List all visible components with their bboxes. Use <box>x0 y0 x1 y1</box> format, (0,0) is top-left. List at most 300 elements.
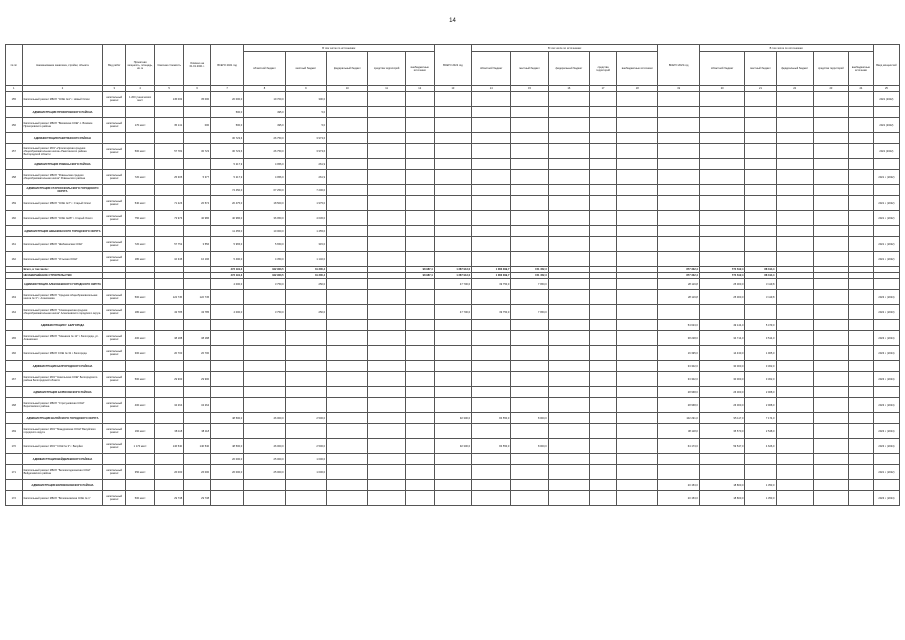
table-cell: 33 302,0 <box>658 372 699 387</box>
table-cell <box>511 237 548 252</box>
table-cell: 102 291,0 <box>658 413 699 424</box>
table-cell <box>548 424 589 439</box>
table-cell: капитальный ремонт <box>103 398 126 413</box>
table-cell <box>405 398 434 413</box>
table-cell <box>368 424 405 439</box>
table-cell <box>405 170 434 185</box>
table-cell: капитальный ремонт <box>103 252 126 267</box>
table-cell <box>184 226 211 237</box>
table-cell <box>472 424 511 439</box>
table-cell <box>211 387 244 398</box>
table-cell <box>368 279 405 290</box>
table-cell <box>617 413 658 424</box>
table-cell <box>813 413 848 424</box>
table-cell <box>511 331 548 346</box>
table-cell <box>211 346 244 361</box>
table-cell <box>511 320 548 331</box>
table-cell <box>126 413 155 424</box>
table-cell: 84 550,0 <box>472 413 511 424</box>
table-cell <box>617 118 658 133</box>
column-number: 20 <box>699 86 745 92</box>
table-cell <box>327 107 368 118</box>
table-cell <box>617 144 658 159</box>
column-number: 19 <box>658 86 699 92</box>
table-cell: 3 973,6 <box>285 144 326 159</box>
table-cell <box>368 211 405 226</box>
table-cell <box>211 424 244 439</box>
table-cell: 10 345 <box>155 252 184 267</box>
table-cell <box>745 159 776 170</box>
table-cell <box>813 252 848 267</box>
table-row <box>6 170 900 185</box>
table-cell <box>849 361 874 372</box>
table-cell: 162 <box>6 252 23 267</box>
table-cell: 1 353,0 <box>745 491 776 506</box>
col-header: Сметная стоимость <box>155 45 184 86</box>
cell-name: АДМИНИСТРАЦИЯ БЕЛГОРОДСКОГО РАЙОНА <box>22 361 103 372</box>
table-cell <box>590 454 617 465</box>
table-cell: 8 000,0 <box>511 439 548 454</box>
table-cell <box>776 133 813 144</box>
table-cell <box>405 320 434 331</box>
table-cell <box>434 290 471 305</box>
table-cell <box>699 196 745 211</box>
table-cell <box>617 196 658 211</box>
table-cell <box>327 118 368 133</box>
table-cell <box>849 331 874 346</box>
table-cell <box>511 226 548 237</box>
table-cell: 5,0 <box>285 118 326 133</box>
table-cell <box>658 92 699 107</box>
admin-group-row <box>6 279 900 290</box>
table-cell: 1 975,0 <box>285 196 326 211</box>
table-cell <box>327 424 368 439</box>
table-cell <box>590 92 617 107</box>
table-cell <box>776 196 813 211</box>
table-cell <box>699 454 745 465</box>
table-cell: 26 000 <box>184 465 211 480</box>
table-cell <box>155 279 184 290</box>
col-header: средства территорий <box>368 52 405 86</box>
table-cell <box>327 480 368 491</box>
table-cell <box>327 465 368 480</box>
table-cell <box>813 398 848 413</box>
table-cell <box>548 398 589 413</box>
table-cell <box>813 480 848 491</box>
table-cell: 261,9 <box>285 170 326 185</box>
table-cell <box>776 290 813 305</box>
table-cell <box>405 305 434 320</box>
table-cell <box>368 237 405 252</box>
table-cell <box>368 92 405 107</box>
table-cell: капитальный ремонт <box>103 424 126 439</box>
table-cell <box>699 133 745 144</box>
cell-name: Всего, в том числе: <box>22 267 103 273</box>
table-cell <box>776 480 813 491</box>
column-number: 22 <box>776 86 813 92</box>
column-number: 6 <box>184 86 211 92</box>
table-cell <box>434 159 471 170</box>
table-cell <box>244 346 285 361</box>
table-cell <box>327 211 368 226</box>
table-cell: 64 173,0 <box>658 439 699 454</box>
table-cell <box>699 170 745 185</box>
table-cell <box>285 331 326 346</box>
table-cell <box>849 279 874 290</box>
table-cell <box>211 320 244 331</box>
table-body <box>6 92 900 506</box>
table-cell <box>745 454 776 465</box>
table-cell <box>327 413 368 424</box>
table-cell <box>155 320 184 331</box>
table-cell <box>617 252 658 267</box>
table-cell <box>103 480 126 491</box>
table-cell <box>658 107 699 118</box>
table-cell: 26 750,0 <box>244 144 285 159</box>
table-cell: 92 300,0 <box>434 439 471 454</box>
table-cell: 7 174,0 <box>745 413 776 424</box>
table-cell: 20 700 <box>155 346 184 361</box>
table-cell: 170 <box>6 439 23 454</box>
table-cell: капитальный ремонт <box>103 211 126 226</box>
table-cell <box>511 398 548 413</box>
table-cell <box>745 305 776 320</box>
table-cell <box>6 133 23 144</box>
table-cell <box>511 211 548 226</box>
table-cell: 2022 г. (2023) <box>873 305 899 320</box>
table-cell: 160 мест <box>126 424 155 439</box>
table-cell <box>699 305 745 320</box>
table-cell <box>849 107 874 118</box>
table-cell <box>511 387 548 398</box>
table-cell: капитальный ремонт <box>103 331 126 346</box>
table-cell <box>776 372 813 387</box>
table-cell <box>873 159 899 170</box>
table-cell <box>813 372 848 387</box>
table-cell: 2023 г. (2024) <box>873 398 899 413</box>
table-cell <box>6 279 23 290</box>
table-cell: 122 745 <box>184 290 211 305</box>
cell-name: АДМИНИСТРАЦИЯ АЛЕКСЕЕВСКОГО ГОРОДСКОГО ОКРУГА <box>22 279 103 290</box>
table-cell <box>590 387 617 398</box>
table-cell <box>472 185 511 196</box>
col-header: федеральный бюджет <box>776 52 813 86</box>
table-cell <box>813 144 848 159</box>
table-cell: 1 965,0 <box>745 346 776 361</box>
table-cell <box>434 118 471 133</box>
table-cell: 4 350,0 <box>244 252 285 267</box>
table-cell <box>617 465 658 480</box>
table-cell: 500 мест <box>126 372 155 387</box>
table-cell <box>617 185 658 196</box>
table-cell: 2023 г. (2024) <box>873 331 899 346</box>
table-cell: 39 750,0 <box>472 279 511 290</box>
table-cell: 34 264 <box>184 398 211 413</box>
table-cell: капитальный ремонт <box>103 170 126 185</box>
table-cell: 14 430,0 <box>699 346 745 361</box>
col-header: ВСЕГО 2022 год <box>434 45 471 86</box>
table-cell: 35 570,0 <box>699 424 745 439</box>
table-cell <box>405 118 434 133</box>
table-cell <box>6 361 23 372</box>
table-cell: 250,0 <box>285 305 326 320</box>
table-cell <box>548 185 589 196</box>
table-cell: 1 083 099,7 <box>472 273 511 279</box>
table-cell <box>434 92 471 107</box>
table-cell: 20 700 <box>184 346 211 361</box>
table-cell <box>658 305 699 320</box>
table-cell <box>813 133 848 144</box>
cell-name: Капитальный ремонт МБОУ "СОШ №1" г. Новый Оскол <box>22 92 103 107</box>
table-cell <box>745 185 776 196</box>
table-cell <box>617 346 658 361</box>
table-cell: 342 903,5 <box>244 273 285 279</box>
col-header: внебюджетные источники <box>849 52 874 86</box>
column-number: 11 <box>368 86 405 92</box>
admin-group-row <box>6 107 900 118</box>
table-cell: 29 738 <box>184 491 211 506</box>
table-cell <box>658 211 699 226</box>
table-cell <box>617 439 658 454</box>
table-cell <box>548 305 589 320</box>
table-cell <box>548 118 589 133</box>
table-cell <box>873 361 899 372</box>
table-cell: 146 540 <box>155 439 184 454</box>
table-cell <box>434 237 471 252</box>
table-cell <box>813 331 848 346</box>
table-cell: 000 <box>184 118 211 133</box>
table-cell: 161 <box>6 237 23 252</box>
table-cell <box>617 372 658 387</box>
table-cell: 98 987,4 <box>405 273 434 279</box>
table-cell <box>405 237 434 252</box>
table-cell <box>511 480 548 491</box>
table-cell <box>368 439 405 454</box>
table-cell: 47 700,0 <box>434 279 471 290</box>
table-cell: 38 118 <box>155 424 184 439</box>
table-cell <box>6 413 23 424</box>
table-cell <box>472 196 511 211</box>
table-cell <box>6 480 23 491</box>
table-cell <box>849 346 874 361</box>
table-cell: 88 314,4 <box>745 273 776 279</box>
table-row <box>6 237 900 252</box>
table-cell <box>6 454 23 465</box>
table-cell: капитальный ремонт <box>103 92 126 107</box>
table-cell: 84 550,0 <box>472 439 511 454</box>
table-cell <box>699 92 745 107</box>
table-cell: 34 714,0 <box>699 331 745 346</box>
col-header: Проектная мощность, площадь, кв. м <box>126 45 155 86</box>
table-cell <box>699 118 745 133</box>
table-cell: 2 548,0 <box>745 424 776 439</box>
table-cell <box>813 491 848 506</box>
col-header: областной бюджет <box>244 52 285 86</box>
table-cell <box>434 346 471 361</box>
table-cell <box>658 170 699 185</box>
cell-name: Капитальный ремонт МБОУ "Ровеньская средняя общеобразовательная школа" Ровеньского района <box>22 170 103 185</box>
table-cell <box>211 361 244 372</box>
table-cell: 38 118 <box>184 424 211 439</box>
table-cell <box>472 159 511 170</box>
table-cell <box>776 107 813 118</box>
table-cell <box>184 159 211 170</box>
table-cell: 36 950,0 <box>244 211 285 226</box>
column-number: 3 <box>103 86 126 92</box>
table-cell <box>184 361 211 372</box>
table-cell: 3 119,8 <box>745 290 776 305</box>
table-row <box>6 346 900 361</box>
table-cell <box>103 159 126 170</box>
table-cell: капитальный ремонт <box>103 196 126 211</box>
table-cell <box>849 211 874 226</box>
table-cell <box>873 480 899 491</box>
table-cell <box>590 252 617 267</box>
table-cell <box>368 170 405 185</box>
column-number: 25 <box>873 86 899 92</box>
table-cell <box>103 279 126 290</box>
table-cell <box>745 196 776 211</box>
table-cell <box>813 107 848 118</box>
column-number: 16 <box>548 86 589 92</box>
table-cell <box>184 185 211 196</box>
column-number: 17 <box>590 86 617 92</box>
table-cell <box>617 133 658 144</box>
table-cell: 500,0 <box>211 118 244 133</box>
table-cell <box>813 361 848 372</box>
table-cell: 250,0 <box>285 279 326 290</box>
table-cell <box>327 320 368 331</box>
table-cell <box>368 398 405 413</box>
table-cell: 122 745 <box>155 290 184 305</box>
table-cell: 1 200 ученических мест <box>126 92 155 107</box>
table-cell: 159 <box>6 196 23 211</box>
table-cell <box>368 133 405 144</box>
table-cell <box>103 185 126 196</box>
table-cell <box>472 290 511 305</box>
table-cell <box>548 361 589 372</box>
table-cell <box>472 320 511 331</box>
table-cell <box>590 465 617 480</box>
table-cell <box>813 185 848 196</box>
table-cell <box>184 133 211 144</box>
table-cell <box>434 320 471 331</box>
column-number: 18 <box>617 86 658 92</box>
table-cell <box>405 133 434 144</box>
table-cell <box>405 413 434 424</box>
table-cell: 1 000,0 <box>285 454 326 465</box>
col-header: местный бюджет <box>745 52 776 86</box>
table-cell <box>472 237 511 252</box>
table-cell <box>617 361 658 372</box>
table-cell <box>548 480 589 491</box>
table-cell: 750 мест <box>126 211 155 226</box>
table-cell <box>211 491 244 506</box>
table-cell <box>590 107 617 118</box>
table-cell <box>285 361 326 372</box>
table-row <box>6 398 900 413</box>
table-cell <box>658 226 699 237</box>
cell-name: Капитальный ремонт МБОУ "Шебекинская СОШ" <box>22 237 103 252</box>
table-cell <box>126 185 155 196</box>
column-number: 12 <box>405 86 434 92</box>
table-cell <box>849 372 874 387</box>
table-cell <box>849 398 874 413</box>
table-cell <box>617 491 658 506</box>
table-cell <box>126 107 155 118</box>
table-cell <box>813 454 848 465</box>
table-cell: 2023 г. (2024) <box>873 346 899 361</box>
table-cell <box>368 372 405 387</box>
table-cell <box>776 226 813 237</box>
table-cell <box>658 454 699 465</box>
table-cell <box>155 413 184 424</box>
table-cell: 26 000,0 <box>699 387 745 398</box>
table-cell <box>511 92 548 107</box>
column-number: 10 <box>327 86 368 92</box>
table-cell <box>813 439 848 454</box>
table-cell <box>776 424 813 439</box>
table-cell <box>472 372 511 387</box>
table-cell <box>103 107 126 118</box>
table-cell: 10 000,0 <box>244 226 285 237</box>
table-cell <box>548 454 589 465</box>
table-cell: 167 <box>6 372 23 387</box>
table-cell <box>405 196 434 211</box>
table-cell: 20 153,0 <box>658 491 699 506</box>
cell-name: Капитальный ремонт МОУ «Пролетарская средняя общеобразовательная школа» Ракитянского района Белгородской области <box>22 144 103 159</box>
table-cell <box>285 290 326 305</box>
table-cell: 31 300,4 <box>285 267 326 273</box>
col-header: средства территорий <box>590 52 617 86</box>
cell-name: Капитальный ремонт МБОУ "Хлевищенская средняя общеобразовательная школа" Алексеевского городского округа <box>22 305 103 320</box>
table-cell <box>590 305 617 320</box>
table-cell <box>155 226 184 237</box>
table-cell: 33 302,0 <box>658 361 699 372</box>
table-cell <box>548 107 589 118</box>
table-cell <box>590 118 617 133</box>
table-cell <box>590 290 617 305</box>
table-cell <box>849 237 874 252</box>
table-cell <box>590 226 617 237</box>
table-cell <box>548 331 589 346</box>
table-cell <box>813 279 848 290</box>
table-cell <box>849 133 874 144</box>
table-row <box>6 211 900 226</box>
table-cell <box>472 387 511 398</box>
cell-name: Капитальный ремонт МОУ "Никольская СОШ" Белгородского района Белгородской области <box>22 372 103 387</box>
table-cell <box>813 211 848 226</box>
table-row <box>6 465 900 480</box>
table-cell: 3 750,0 <box>244 305 285 320</box>
table-cell <box>873 185 899 196</box>
table-cell: 163 <box>6 290 23 305</box>
table-cell <box>327 279 368 290</box>
table-cell <box>813 424 848 439</box>
table-cell <box>285 424 326 439</box>
table-cell <box>617 454 658 465</box>
table-cell: 3 119,8 <box>745 279 776 290</box>
table-cell <box>813 305 848 320</box>
table-cell <box>405 185 434 196</box>
table-cell: капитальный ремонт <box>103 465 126 480</box>
table-cell: 2023 г. (2024) <box>873 290 899 305</box>
table-cell <box>434 372 471 387</box>
col-header: Наименование заказчика, стройки, объекта <box>22 45 103 86</box>
col-header: Освоено на 01.01.2021 г. <box>184 45 211 86</box>
table-cell <box>776 398 813 413</box>
table-cell: 26 000,0 <box>699 398 745 413</box>
